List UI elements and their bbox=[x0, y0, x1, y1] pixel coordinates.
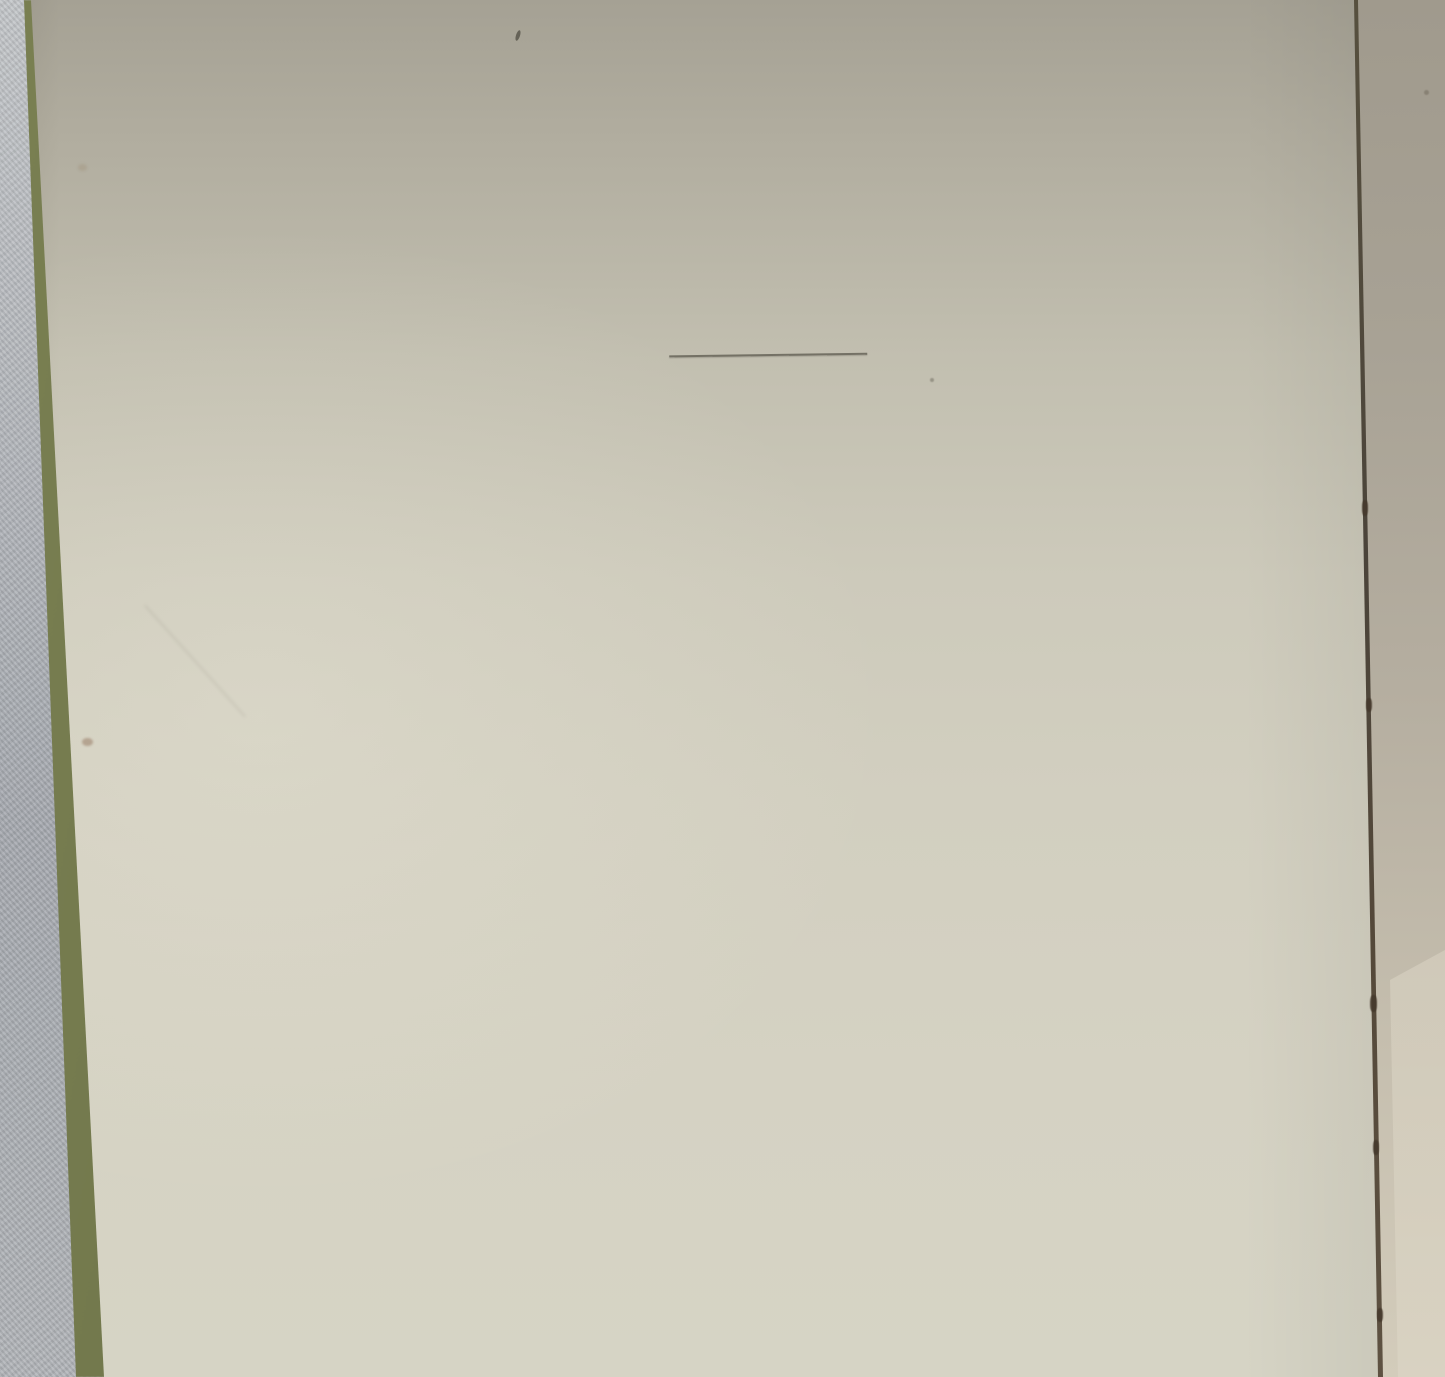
edge-chip bbox=[1362, 500, 1368, 516]
foxing-stain bbox=[82, 738, 93, 746]
edge-chip bbox=[1366, 698, 1372, 712]
edge-chip bbox=[1370, 995, 1377, 1012]
page-title bbox=[293, 262, 1241, 274]
table-of-contents bbox=[296, 490, 1245, 550]
paper-crease bbox=[144, 605, 246, 718]
dust-speck bbox=[514, 30, 521, 42]
printed-content bbox=[293, 262, 1253, 1214]
edge-chip bbox=[1377, 1308, 1383, 1322]
dust-speck bbox=[1424, 90, 1429, 95]
dust-speck bbox=[930, 378, 934, 382]
title-rule-divider bbox=[669, 353, 867, 358]
chapter-column-label bbox=[296, 490, 1245, 550]
edge-chip bbox=[1373, 1140, 1379, 1155]
foxing-stain bbox=[78, 164, 87, 171]
